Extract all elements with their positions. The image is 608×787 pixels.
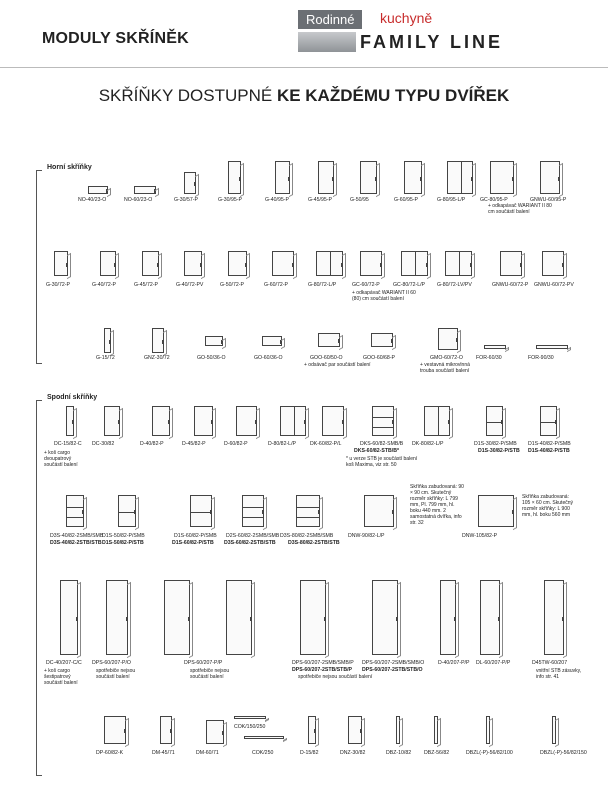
lower-row1-label: D-40/82-P <box>140 441 164 447</box>
lower-row3-label: DPS-60/207-P/O <box>92 660 131 666</box>
upper-row2-label: G-80/72-LV/PV <box>437 282 472 288</box>
handle-icon <box>558 177 559 181</box>
lower-row4-label: COK/250 <box>252 750 274 756</box>
upper-row3-cabinet-3-drawing <box>262 336 282 346</box>
drawer-line <box>67 507 83 508</box>
handle-icon <box>211 420 212 424</box>
upper-row3-label: GNZ-30/72 <box>144 355 170 361</box>
handle-icon <box>562 617 563 621</box>
handle-icon <box>66 263 67 267</box>
upper-row1-cabinet-4-drawing <box>275 161 290 194</box>
upper-row3-label: GOO-60/50-O <box>310 355 343 361</box>
lower-row1-label: DK-60/82-P/L <box>310 441 342 447</box>
handle-icon <box>448 420 449 424</box>
lower-row3-cabinet-4-drawing <box>300 580 326 655</box>
handle-icon <box>292 263 293 267</box>
drawer-line <box>373 417 393 418</box>
upper-row1-label: G-60/95-P <box>394 197 418 203</box>
lower-row1-label: D-60/82-P <box>224 441 248 447</box>
upper-row3-cabinet-4-drawing <box>318 333 340 347</box>
upper-row2-note: + odkapávač WARIANT II 60 (80) cm součástí balení <box>352 290 416 302</box>
lower-row1-label: DC-15/82-C <box>54 441 82 447</box>
handle-icon <box>168 420 169 424</box>
lower-row3-note-cargo: + koš cargo šestipatrový součástí balení <box>44 668 78 686</box>
upper-row1-cabinet-5-drawing <box>318 161 334 194</box>
lower-row3-cabinet-1-drawing <box>106 580 128 655</box>
lower-row3-label: DC-40/207-C/C <box>46 660 82 666</box>
upper-row1-cabinet-2-drawing <box>184 172 196 194</box>
lower-row1-cabinet-5-drawing <box>280 406 306 436</box>
lower-row4-cabinet-6-drawing <box>348 716 362 744</box>
lower-row4-cabinet-10-drawing <box>552 716 556 744</box>
handle-icon <box>392 510 393 514</box>
lower-row4-cabinet-4-drawing <box>244 736 284 739</box>
upper-row2-label: G-50/72-P <box>220 282 244 288</box>
upper-row1-label: G-50/95 <box>350 197 369 203</box>
lower-row3-label: D45TW-60/207 <box>532 660 568 666</box>
upper-row3-note-microwave: + vestavná mikrovlnná trouba součástí balení <box>420 362 470 374</box>
lower-row4-label: DP-60/82-K <box>96 750 124 756</box>
lower-row4-cabinet-1-drawing <box>160 716 172 744</box>
lower-row4-label: D-15/82 <box>300 750 319 756</box>
handle-icon <box>134 510 135 514</box>
handle-icon <box>520 263 521 267</box>
upper-row1-cabinet-3-drawing <box>228 161 241 194</box>
handle-icon <box>72 420 73 424</box>
upper-row3-note-hood: + odsávač par součástí balení <box>304 362 371 368</box>
handle-icon <box>114 263 115 267</box>
lower-row3-bold-label: DPS-60/207-2STB/STB/P <box>292 667 352 673</box>
handle-icon <box>318 510 319 514</box>
drawer-line <box>67 517 83 518</box>
drawer-line <box>119 512 135 513</box>
handle-icon <box>392 420 393 424</box>
lower-row1-label: D1S-40/82-P/SMB <box>528 441 571 447</box>
handle-icon <box>338 339 339 343</box>
section-lower-bracket <box>36 400 42 776</box>
handle-icon <box>200 263 201 267</box>
upper-row2-label: G-40/72-PV <box>176 282 204 288</box>
handle-icon <box>210 510 211 514</box>
upper-row1-note: + odkapávač WARIANT II 80 cm součástí balení <box>488 203 552 215</box>
handle-icon <box>342 420 343 424</box>
upper-row2-cabinet-6-drawing <box>316 251 343 276</box>
handle-icon <box>512 177 513 181</box>
door-split-line <box>294 407 295 435</box>
upper-row3-cabinet-6-drawing <box>438 328 458 350</box>
drawer-line <box>373 427 393 428</box>
handle-icon <box>250 617 251 621</box>
upper-row3-cabinet-8-drawing <box>536 345 568 349</box>
lower-row1-cabinet-0-drawing <box>66 406 74 436</box>
door-split-line <box>461 162 462 193</box>
brand-logo <box>298 10 578 60</box>
handle-icon <box>239 177 240 181</box>
handle-icon <box>396 617 397 621</box>
handle-icon <box>188 617 189 621</box>
lower-row3-bold-label: DPS-60/207-2STB/STB/O <box>362 667 423 673</box>
upper-row1-cabinet-7-drawing <box>404 161 422 194</box>
lower-row2-bold-label: D1S-50/82-P/STB <box>102 540 144 546</box>
lower-row1-label: DK-80/82-L/P <box>412 441 444 447</box>
upper-row2-cabinet-5-drawing <box>272 251 294 276</box>
handle-icon <box>255 420 256 424</box>
handle-icon <box>262 510 263 514</box>
upper-row2-cabinet-7-drawing <box>360 251 382 276</box>
upper-row2-label: G-80/72-L/P <box>308 282 337 288</box>
lower-row1-note-cargo: + koš cargo dvoupatrový součástí balení <box>44 450 78 468</box>
door-split-line <box>415 252 416 275</box>
upper-row2-cabinet-3-drawing <box>184 251 202 276</box>
upper-row1-label: G-30/95-P <box>218 197 242 203</box>
upper-row3-label: GMO-60/72-O <box>430 355 463 361</box>
lower-row2-note-corner-105: Skříňka zabudovaná: 105 × 60 cm. Skutečný rozměr skříňky: L 900 mm, hl. boku 560 mm <box>522 494 574 518</box>
lower-row4-label: DBZL(-P)-56/82/100 <box>466 750 513 756</box>
handle-icon <box>118 420 119 424</box>
upper-row2-label: G-30/72-P <box>46 282 70 288</box>
lower-row1-bold-label: DKS-60/82-STB/B* <box>354 448 399 454</box>
upper-row1-label: G-40/95-P <box>265 197 289 203</box>
handle-icon <box>456 338 457 342</box>
logo-rodinne-text: Rodinné <box>298 10 362 29</box>
lower-row1-cabinet-7-drawing <box>372 406 394 436</box>
lower-row1-cabinet-6-drawing <box>322 406 344 436</box>
handle-icon <box>304 420 305 424</box>
handle-icon <box>498 617 499 621</box>
lower-row3-label: D-40/207-P/P <box>438 660 470 666</box>
upper-row2-label: G-45/72-P <box>134 282 158 288</box>
upper-row1-label: NO-60/23-O <box>124 197 153 203</box>
catalog-title-emphasis: KE KAŽDÉMU TYPU DVÍŘEK <box>276 86 510 105</box>
lower-row3-label: DPS-60/207-2SMB/SMB/O <box>362 660 425 666</box>
lower-row3-label: DPS-60/207-2SMB/SMB/P <box>292 660 354 666</box>
upper-row2-label: GC-80/72-L/P <box>393 282 426 288</box>
upper-row1-cabinet-0-drawing <box>88 186 108 194</box>
handle-icon <box>332 177 333 181</box>
lower-row2-label: D3S-40/82-2SMB/SMB <box>50 533 104 539</box>
upper-row2-cabinet-8-drawing <box>401 251 428 276</box>
lower-row4-label: DBZ-10/82 <box>386 750 412 756</box>
lower-row2-label: D3S-80/82-2SMB/SMB <box>280 533 334 539</box>
lower-row1-note-maxima: * u verze STB je součástí balení koš Maxima, viz str. 50 <box>346 456 418 468</box>
upper-row3-label: GO-50/36-O <box>197 355 226 361</box>
lower-row1-label: D-80/82-L/P <box>268 441 296 447</box>
lower-row4-cabinet-9-drawing <box>486 716 490 744</box>
handle-icon <box>109 340 110 344</box>
handle-icon <box>76 617 77 621</box>
lower-row4-label: DBZL(-P)-56/82/150 <box>540 750 587 756</box>
handle-icon <box>126 617 127 621</box>
handle-icon <box>162 340 163 344</box>
lower-row2-cabinet-0-drawing <box>66 495 84 527</box>
handle-icon <box>470 263 471 267</box>
upper-row3-cabinet-2-drawing <box>205 336 223 346</box>
door-split-line <box>438 407 439 435</box>
handle-icon <box>106 189 107 193</box>
handle-icon <box>471 177 472 181</box>
upper-row3-cabinet-1-drawing <box>152 328 164 353</box>
lower-row1-cabinet-3-drawing <box>194 406 213 436</box>
lower-row4-cabinet-8-drawing <box>434 716 438 744</box>
upper-row2-cabinet-2-drawing <box>142 251 159 276</box>
lower-row2-label: DNW-90/82-L/P <box>348 533 385 539</box>
drawer-line <box>243 517 263 518</box>
upper-row2-label: GNWU-60/72-P <box>492 282 529 288</box>
section-upper-label: Horní skříňky <box>47 164 92 171</box>
upper-row1-cabinet-10-drawing <box>540 161 560 194</box>
drawer-line <box>243 507 263 508</box>
lower-row2-cabinet-3-drawing <box>242 495 264 527</box>
upper-row1-cabinet-1-drawing <box>134 186 156 194</box>
lower-row2-cabinet-4-drawing <box>296 495 320 527</box>
upper-row1-cabinet-6-drawing <box>360 161 377 194</box>
lower-row3-label: DL-60/207-P/P <box>476 660 511 666</box>
catalog-title <box>0 86 608 106</box>
page-header <box>0 0 608 68</box>
lower-row2-cabinet-5-drawing <box>364 495 394 527</box>
lower-row4-label: DNZ-30/82 <box>340 750 366 756</box>
upper-row1-label: NO-40/23-O <box>78 197 107 203</box>
drawer-line <box>541 422 556 423</box>
lower-row3-note-appliances-2: spotřebiče nejsou součástí balení <box>190 668 230 680</box>
upper-row3-label: G-15/72 <box>96 355 115 361</box>
handle-icon <box>562 263 563 267</box>
lower-row1-cabinet-2-drawing <box>152 406 170 436</box>
handle-icon <box>341 263 342 267</box>
lower-row3-note-appliances-1: spotřebiče nejsou součástí balení <box>96 668 136 680</box>
lower-row3-cabinet-8-drawing <box>544 580 564 655</box>
page-header-title: MODULY SKŘÍNĚK <box>42 30 189 47</box>
lower-row2-label: D1S-50/82-P/SMB <box>102 533 145 539</box>
lower-row2-cabinet-1-drawing <box>118 495 136 527</box>
handle-icon <box>82 510 83 514</box>
lower-row3-cabinet-5-drawing <box>372 580 398 655</box>
handle-icon <box>420 177 421 181</box>
upper-row1-label: G-80/95-L/P <box>437 197 466 203</box>
upper-row2-label: G-40/72-P <box>92 282 116 288</box>
lower-row4-label: COK/150/250 <box>234 724 266 730</box>
upper-row3-label: FOR-90/30 <box>528 355 554 361</box>
handle-icon <box>501 420 502 424</box>
lower-row3-cabinet-7-drawing <box>480 580 500 655</box>
section-lower-label: Spodní skříňky <box>47 394 98 401</box>
upper-row3-label: GOO-60/68-P <box>363 355 396 361</box>
lower-row4-cabinet-7-drawing <box>396 716 400 744</box>
lower-row3-cabinet-3-drawing <box>226 580 252 655</box>
lower-row1-cabinet-1-drawing <box>104 406 120 436</box>
section-upper-bracket <box>36 170 42 364</box>
drawer-line <box>191 512 211 513</box>
handle-icon <box>391 339 392 343</box>
drawer-line <box>297 507 319 508</box>
lower-row4-label: DM-45/71 <box>152 750 175 756</box>
lower-row4-cabinet-5-drawing <box>308 716 316 744</box>
handle-icon <box>124 729 125 733</box>
lower-row2-bold-label: D3S-80/82-2STB/STB <box>288 540 340 546</box>
lower-row2-cabinet-6-drawing <box>478 495 514 527</box>
upper-row2-label: GC-60/72-P <box>352 282 380 288</box>
lower-row2-label: D2S-60/82-2SMB/SMB <box>226 533 280 539</box>
lower-row3-note-appliances-3: spotřebiče nejsou součástí balení <box>298 674 373 680</box>
lower-row2-label: D1S-60/82-P/SMB <box>174 533 217 539</box>
lower-row1-bold-label: D1S-30/82-P/STB <box>478 448 520 454</box>
lower-row4-label: DM-60/71 <box>196 750 219 756</box>
lower-row2-bold-label: D3S-40/82-2STB/STB <box>50 540 102 546</box>
lower-row3-cabinet-6-drawing <box>440 580 456 655</box>
upper-row1-label: GC-80/95-P <box>480 197 508 203</box>
upper-row3-label: GO-60/36-O <box>254 355 283 361</box>
door-split-line <box>459 252 460 275</box>
upper-row1-cabinet-8-drawing <box>447 161 473 194</box>
drawer-line <box>487 422 502 423</box>
handle-icon <box>280 340 281 344</box>
upper-row3-cabinet-5-drawing <box>371 333 393 347</box>
logo-family-line-text: FAMILY LINE <box>360 32 504 52</box>
handle-icon <box>512 510 513 514</box>
handle-icon <box>245 263 246 267</box>
handle-icon <box>426 263 427 267</box>
lower-row1-bold-label: D1S-40/82-P/STB <box>528 448 570 454</box>
handle-icon <box>221 340 222 344</box>
lower-row2-bold-label: D1S-60/82-P/STB <box>172 540 214 546</box>
lower-row4-cabinet-3-drawing <box>234 716 266 719</box>
lower-row1-label: DC-30/82 <box>92 441 115 447</box>
upper-row3-cabinet-7-drawing <box>484 345 506 349</box>
lower-row1-label: D-45/82-P <box>182 441 206 447</box>
upper-row2-cabinet-10-drawing <box>500 251 522 276</box>
handle-icon <box>324 617 325 621</box>
handle-icon <box>157 263 158 267</box>
logo-bar-graphic <box>298 32 356 52</box>
handle-icon <box>222 731 223 735</box>
lower-row1-cabinet-8-drawing <box>424 406 450 436</box>
lower-row1-label: DKS-60/82-SMB/B <box>360 441 404 447</box>
upper-row2-cabinet-11-drawing <box>542 251 564 276</box>
handle-icon <box>380 263 381 267</box>
upper-row1-label: G-30/57-P <box>174 197 198 203</box>
upper-row2-label: G-60/72-P <box>264 282 288 288</box>
upper-row1-label: GNWU-60/95-P <box>530 197 567 203</box>
handle-icon <box>154 189 155 193</box>
lower-row4-cabinet-0-drawing <box>104 716 126 744</box>
drawer-line <box>297 517 319 518</box>
lower-row1-cabinet-10-drawing <box>540 406 557 436</box>
handle-icon <box>314 729 315 733</box>
upper-row2-cabinet-9-drawing <box>445 251 472 276</box>
lower-row2-label: DNW-105/82-P <box>462 533 498 539</box>
handle-icon <box>360 729 361 733</box>
lower-row1-label: D1S-30/82-P/SMB <box>474 441 517 447</box>
upper-row3-cabinet-0-drawing <box>104 328 111 353</box>
upper-row2-label: GNWU-60/72-PV <box>534 282 574 288</box>
catalog-title-prefix: SKŘÍŇKY DOSTUPNÉ <box>98 86 273 105</box>
upper-row3-label: FOR-60/30 <box>476 355 502 361</box>
lower-row3-label: DPS-60/207-P/P <box>184 660 223 666</box>
logo-kuchyne-text: kuchyně <box>380 10 433 26</box>
door-split-line <box>330 252 331 275</box>
lower-row3-note-drawers: vnitřní STB zásuvky, info str. 41 <box>536 668 582 680</box>
lower-row2-note-corner-90: Skříňka zabudovaná: 90 × 90 cm. Skutečný rozměr skříňky: L 799 mm, Pl. 799 mm, hl. boku 440 mm. 2 samostatná dvířka, info str. 32 <box>410 484 464 526</box>
handle-icon <box>194 182 195 186</box>
upper-row1-cabinet-9-drawing <box>490 161 514 194</box>
lower-row3-cabinet-2-drawing <box>164 580 190 655</box>
lower-row1-cabinet-9-drawing <box>486 406 503 436</box>
handle-icon <box>170 729 171 733</box>
upper-row2-cabinet-4-drawing <box>228 251 247 276</box>
lower-row2-cabinet-2-drawing <box>190 495 212 527</box>
handle-icon <box>375 177 376 181</box>
upper-row2-cabinet-0-drawing <box>54 251 68 276</box>
upper-row1-label: G-45/95-P <box>308 197 332 203</box>
lower-row2-bold-label: D3S-60/82-2STB/STB <box>224 540 276 546</box>
handle-icon <box>454 617 455 621</box>
lower-row4-cabinet-2-drawing <box>206 720 224 744</box>
handle-icon <box>555 420 556 424</box>
upper-row2-cabinet-1-drawing <box>100 251 116 276</box>
handle-icon <box>288 177 289 181</box>
lower-row1-cabinet-4-drawing <box>236 406 257 436</box>
lower-row4-label: DBZ-56/82 <box>424 750 450 756</box>
lower-row3-cabinet-0-drawing <box>60 580 78 655</box>
